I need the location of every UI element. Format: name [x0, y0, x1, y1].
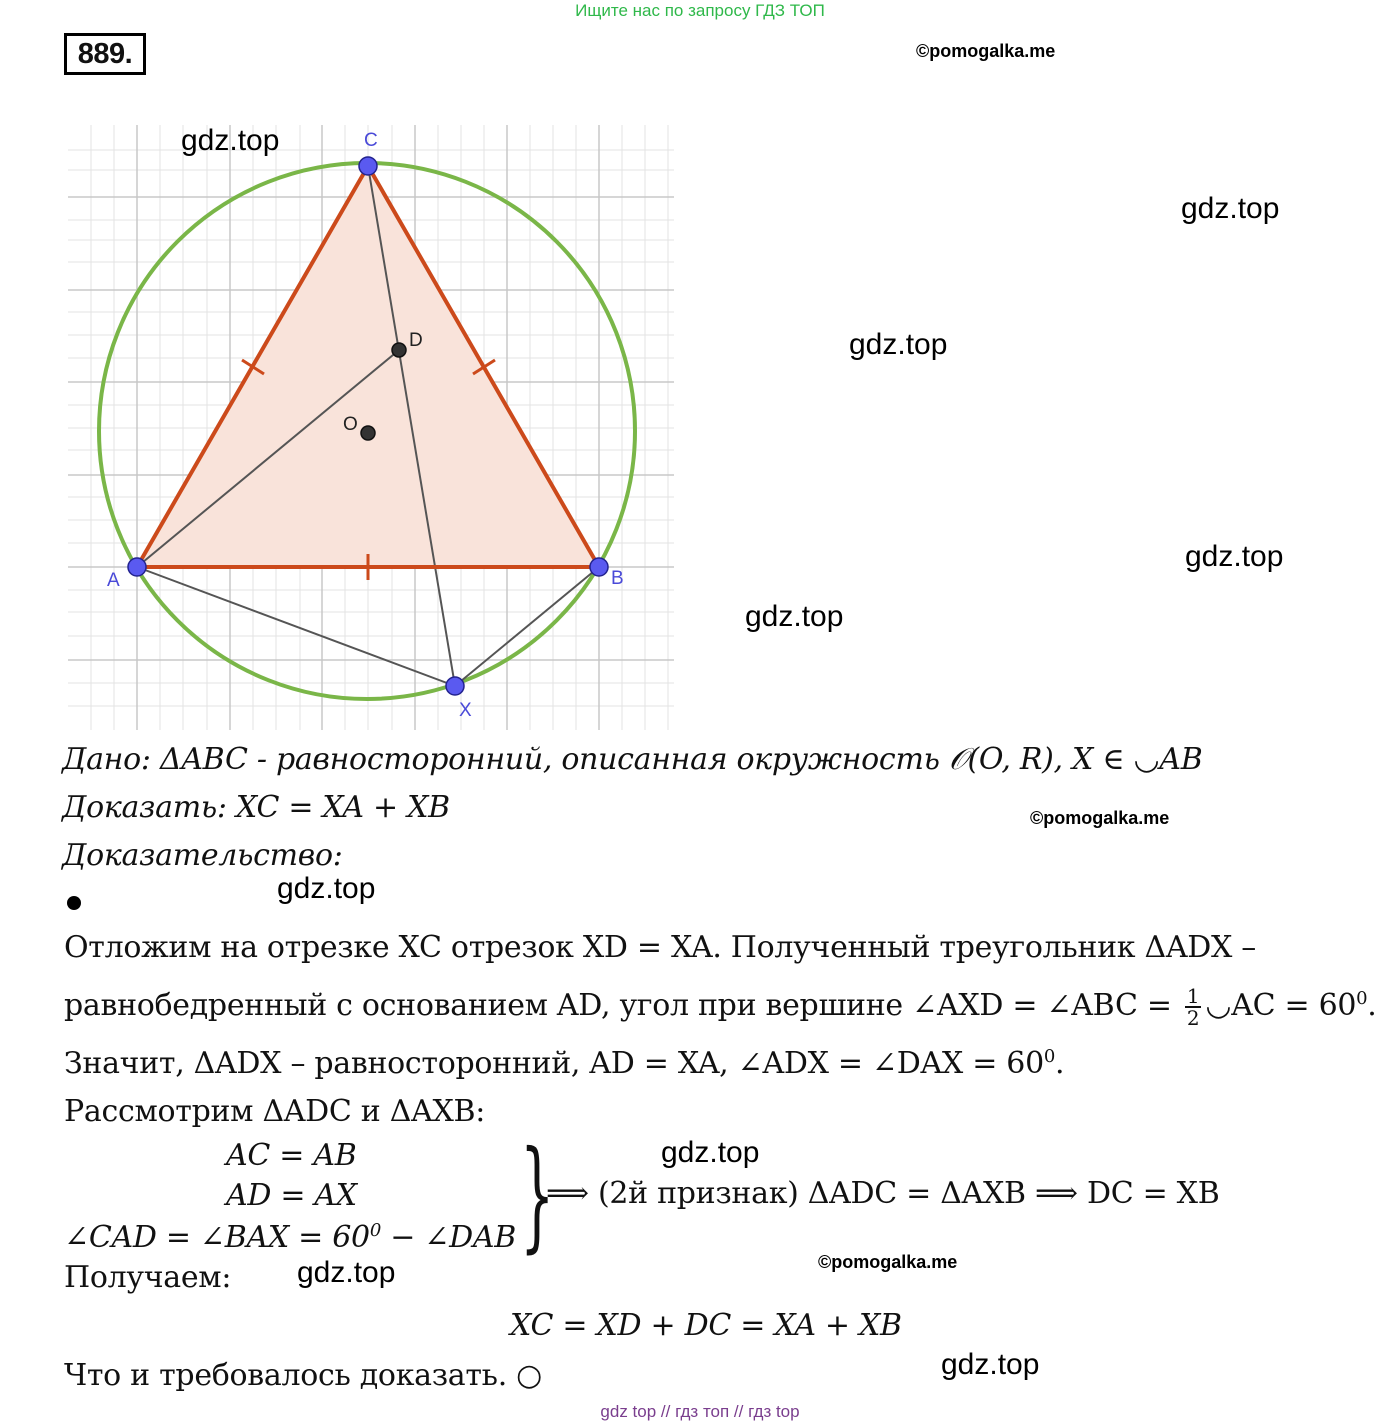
bullet [67, 896, 81, 910]
point-d [392, 343, 406, 357]
point-x [446, 677, 464, 695]
watermark-1: gdz.top [181, 124, 280, 157]
degree-sup-3: 0 [369, 1220, 381, 1241]
label-x: X [459, 700, 472, 721]
proof-line-2a: равнобедренный с основанием AD, угол при вершине ∠AXD = ∠ABC = [64, 988, 1181, 1023]
proof-line-2b: ◡AC = 60 [1205, 988, 1357, 1023]
degree-sup-1: 0 [1356, 988, 1368, 1009]
geometry-figure [0, 0, 700, 730]
proof-line-2 [64, 986, 1377, 1028]
system-line-3a: ∠CAD = ∠BAX = 60 [64, 1220, 370, 1255]
copyright-1: ©pomogalka.me [916, 41, 1056, 61]
fraction-numerator: 1 [1186, 984, 1200, 1008]
prove-text: : XC = XA + XB [216, 790, 450, 825]
label-d: D [409, 330, 423, 351]
label-o: O [343, 414, 358, 435]
label-b: B [611, 568, 624, 589]
fraction-denominator: 2 [1186, 1006, 1200, 1030]
system-line-1: AC = AB [226, 1138, 357, 1173]
point-b [590, 558, 608, 576]
segment-bx [455, 567, 599, 686]
proof-line-2c: . [1367, 988, 1377, 1023]
conclusion-line: ⟹ (2й признак) ΔADC = ΔAXB ⟹ DC = XB [546, 1176, 1220, 1211]
watermark-6: gdz.top [277, 872, 376, 905]
point-c [359, 157, 377, 175]
getting-label: Получаем: [64, 1260, 232, 1295]
proof-line-3 [64, 1046, 1064, 1081]
proof-line-1: Отложим на отрезке XC отрезок XD = XA. Полученный треугольник ΔADX – [64, 930, 1256, 965]
watermark-8: gdz.top [297, 1256, 396, 1289]
degree-sup-2: 0 [1043, 1046, 1056, 1067]
watermark-4: gdz.top [1185, 540, 1284, 573]
label-a: A [107, 570, 120, 591]
prove-label: Доказать [62, 790, 217, 825]
right-brace: } [520, 1126, 555, 1265]
given-text: : ΔABC - равносторонний, описанная окружность 𝒪(O, R), X ∈ ◡AB [140, 742, 1203, 777]
label-c: C [364, 130, 378, 151]
system-line-3 [64, 1220, 516, 1255]
watermark-2: gdz.top [1181, 192, 1280, 225]
copyright-3: ©pomogalka.me [818, 1252, 958, 1272]
system-line-3b: − ∠DAB [380, 1220, 516, 1255]
problem-number: 889. [64, 33, 146, 75]
system-line-2: AD = AX [226, 1178, 357, 1213]
prove-line [62, 790, 450, 825]
fraction-one-half [1185, 986, 1201, 1028]
point-o [361, 426, 375, 440]
watermark-3: gdz.top [849, 328, 948, 361]
top-banner[interactable]: Ищите нас по запросу ГДЗ ТОП [575, 1, 825, 20]
copyright-2: ©pomogalka.me [1030, 808, 1170, 828]
qed-line: Что и требовалось доказать. ○ [64, 1358, 543, 1393]
proof-line-3b: . [1055, 1046, 1065, 1081]
proof-heading: Доказательство: [62, 838, 343, 873]
watermark-5: gdz.top [745, 600, 844, 633]
point-a [128, 558, 146, 576]
footer-links[interactable]: gdz top // гдз топ // гдз top [600, 1402, 800, 1421]
watermark-7: gdz.top [661, 1136, 760, 1169]
proof-line-3a: Значит, ΔADX – равносторонний, AD = XA, ∠ADX = ∠DAX = 60 [64, 1046, 1044, 1081]
given-line [62, 742, 1202, 777]
watermark-9: gdz.top [941, 1348, 1040, 1381]
given-label: Дано [62, 742, 141, 777]
proof-line-4: Рассмотрим ΔADC и ΔAXB: [64, 1094, 486, 1129]
final-equation: XC = XD + DC = XA + XB [510, 1308, 902, 1343]
